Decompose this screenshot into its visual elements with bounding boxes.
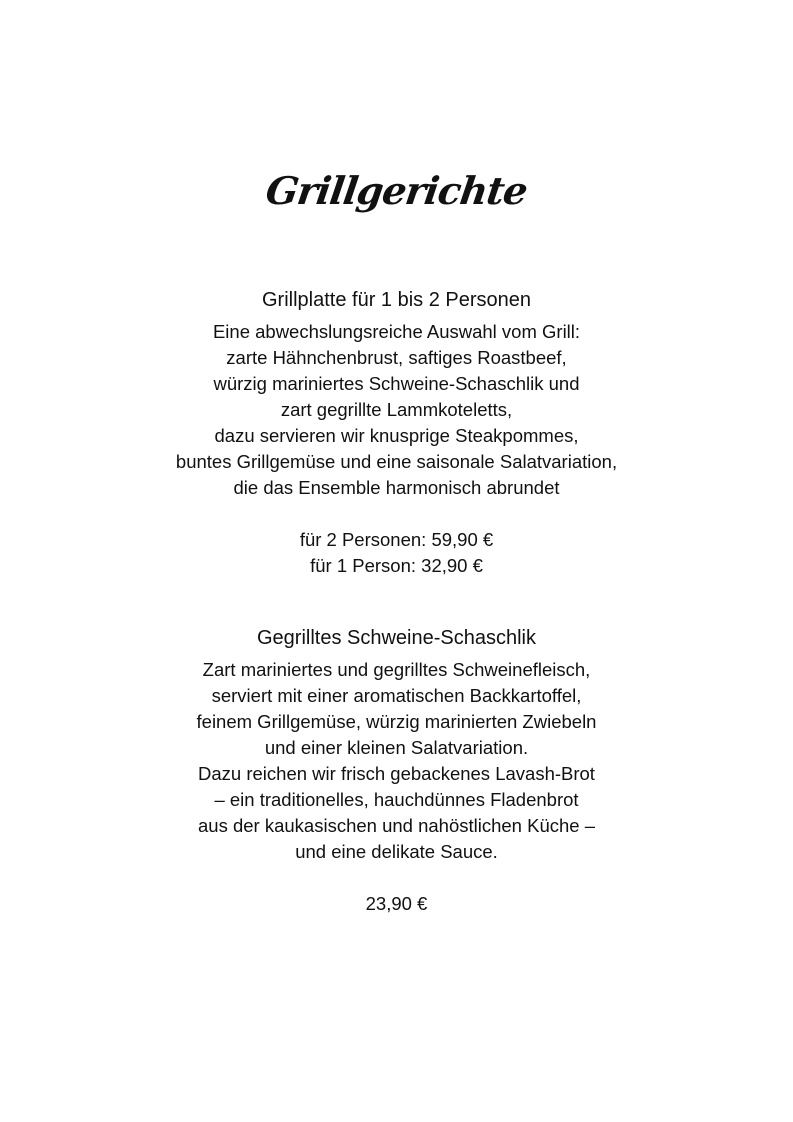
description-line: feinem Grillgemüse, würzig marinierten Zwiebeln [196, 711, 597, 732]
dish-description [0, 657, 793, 865]
description-line: Eine abwechslungsreiche Auswahl vom Grill: [212, 321, 581, 342]
description-line: buntes Grillgemüse und eine saisonale Salatvariation, [175, 451, 618, 472]
description-line: und einer kleinen Salatvariation. [264, 737, 529, 758]
dish-name: Grillplatte für 1 bis 2 Personen [261, 289, 532, 311]
description-line: die das Ensemble harmonisch abrundet [233, 477, 560, 498]
description-line: Dazu reichen wir frisch gebackenes Lavash-Brot [198, 763, 595, 784]
description-line: und eine delikate Sauce. [295, 841, 498, 862]
price-line: für 2 Personen: 59,90 € [299, 529, 494, 550]
description-line: zarte Hähnchenbrust, saftiges Roastbeef, [226, 347, 567, 368]
dish-prices [0, 527, 793, 579]
description-line: würzig mariniertes Schweine-Schaschlik und [213, 373, 580, 394]
description-line: aus der kaukasischen und nahöstlichen Küche – [198, 815, 595, 836]
description-line: – ein traditionelles, hauchdünnes Fladenbrot [214, 789, 579, 810]
price-line: für 1 Person: 32,90 € [310, 555, 483, 576]
price-line: 23,90 € [365, 893, 428, 914]
description-line: zart gegrillte Lammkoteletts, [280, 399, 513, 420]
page-title: Grillgerichte [263, 168, 530, 213]
dish-name: Gegrilltes Schweine-Schaschlik [256, 627, 536, 649]
description-line: serviert mit einer aromatischen Backkartoffel, [211, 685, 582, 706]
dish-description [0, 319, 793, 501]
menu-item [0, 625, 793, 917]
dish-prices [0, 891, 793, 917]
menu-item [0, 287, 793, 579]
description-line: dazu servieren wir knusprige Steakpommes, [214, 425, 579, 446]
description-line: Zart mariniertes und gegrilltes Schweinefleisch, [202, 659, 591, 680]
